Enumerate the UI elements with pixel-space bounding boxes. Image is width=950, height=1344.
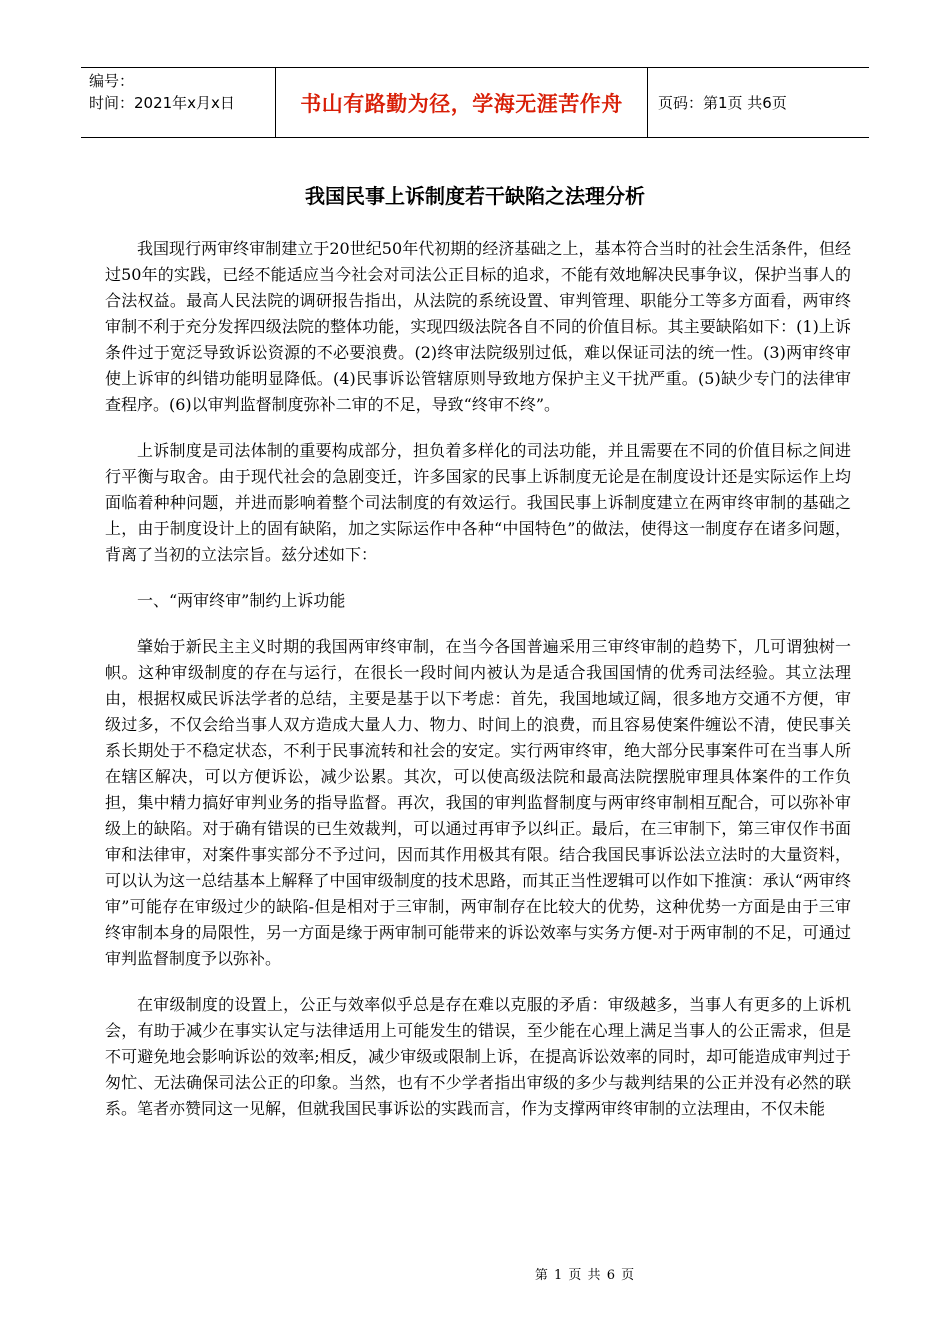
header-page-info: 页码：第1页 共6页 xyxy=(658,94,787,112)
header-motto: 书山有路勤为径，学海无涯苦作舟 xyxy=(300,91,623,116)
paragraph: 上诉制度是司法体制的重要构成部分，担负着多样化的司法功能，并且需要在不同的价值目标之间进行平衡与取舍。由于现代社会的急剧变迁，许多国家的民事上诉制度无论是在制度设计还是实际运作上均面临着种种问题，并进而影响着整个司法制度的有效运行。我国民事上诉制度建立在两审终审制的基础之上，由于制度设计上的固有缺陷，加之实际运作中各种“中国特色”的做法，使得这一制度存在诸多问题，背离了当初的立法宗旨。兹分述如下： xyxy=(105,441,851,564)
page-footer xyxy=(0,1264,950,1283)
document-title: 我国民事上诉制度若干缺陷之法理分析 xyxy=(305,184,645,208)
paragraph: 我国现行两审终审制建立于20世纪50年代初期的经济基础之上，基本符合当时的社会生活条件，但经过50年的实践，已经不能适应当今社会对司法公正目标的追求，不能有效地解决民事争议，保护当事人的合法权益。最高人民法院的调研报告指出，从法院的系统设置、审判管理、职能分工等多方面看，两审终审制不利于充分发挥四级法院的整体功能，实现四级法院各自不同的价值目标。其主要缺陷如下：(1)上诉条件过于宽泛导致诉讼资源的不必要浪费。(2)终审法院级别过低，难以保证司法的统一性。(3)两审终审使上诉审的纠错功能明显降低。(4)民事诉讼管辖原则导致地方保护主义干扰严重。(5)缺少专门的法律审查程序。(6)以审判监督制度弥补二审的不足，导致“终审不终”。 xyxy=(105,239,851,414)
section-heading: 一、“两审终审”制约上诉功能 xyxy=(137,591,346,610)
document-time: 时间：2021年x月x日 xyxy=(89,94,235,112)
document-number: 编号： xyxy=(89,72,135,90)
document-body xyxy=(105,236,851,1142)
header-motto-cell xyxy=(276,68,648,137)
paragraph: 肇始于新民主主义时期的我国两审终审制，在当今各国普遍采用三审终审制的趋势下，几可谓独树一帜。这种审级制度的存在与运行，在很长一段时间内被认为是适合我国国情的优秀司法经验。其立法理由，根据权威民诉法学者的总结，主要是基于以下考虑：首先，我国地域辽阔，很多地方交通不方便，审级过多，不仅会给当事人双方造成大量人力、物力、时间上的浪费，而且容易使案件缠讼不清，使民事关系长期处于不稳定状态，不利于民事流转和社会的安定。实行两审终审，绝大部分民事案件可在当事人所在辖区解决，可以方便诉讼，减少讼累。其次，可以使高级法院和最高法院摆脱审理具体案件的工作负担，集中精力搞好审判业务的指导监督。再次，我国的审判监督制度与两审终审制相互配合，可以弥补审级上的缺陷。对于确有错误的已生效裁判，可以通过再审予以纠正。最后，在三审制下，第三审仅作书面审和法律审，对案件事实部分不予过问，因而其作用极其有限。结合我国民事诉讼法立法时的大量资料，可以认为这一总结基本上解释了中国审级制度的技术思路，而其正当性逻辑可以作如下推演：承认“两审终审”可能存在审级过少的缺陷-但是相对于三审制，两审制存在比较大的优势，这种优势一方面是由于三审终审制本身的局限性，另一方面是缘于两审制可能带来的诉讼效率与实务方便-对于两审制的不足，可通过审判监督制度予以弥补。 xyxy=(105,637,851,968)
paragraph: 在审级制度的设置上，公正与效率似乎总是存在难以克服的矛盾：审级越多，当事人有更多的上诉机会，有助于减少在事实认定与法律适用上可能发生的错误，至少能在心理上满足当事人的公正需求，但是不可避免地会影响诉讼的效率;相反，减少审级或限制上诉，在提高诉讼效率的同时，却可能造成审判过于匆忙、无法确保司法公正的印象。当然，也有不少学者指出审级的多少与裁判结果的公正并没有必然的联系。笔者亦赞同这一见解，但就我国民事诉讼的实践而言，作为支撑两审终审制的立法理由，不仅未能 xyxy=(105,995,851,1118)
document-header xyxy=(81,67,869,138)
header-meta xyxy=(81,68,276,137)
footer-page-number: 第 1 页 共 6 页 xyxy=(534,1268,636,1283)
